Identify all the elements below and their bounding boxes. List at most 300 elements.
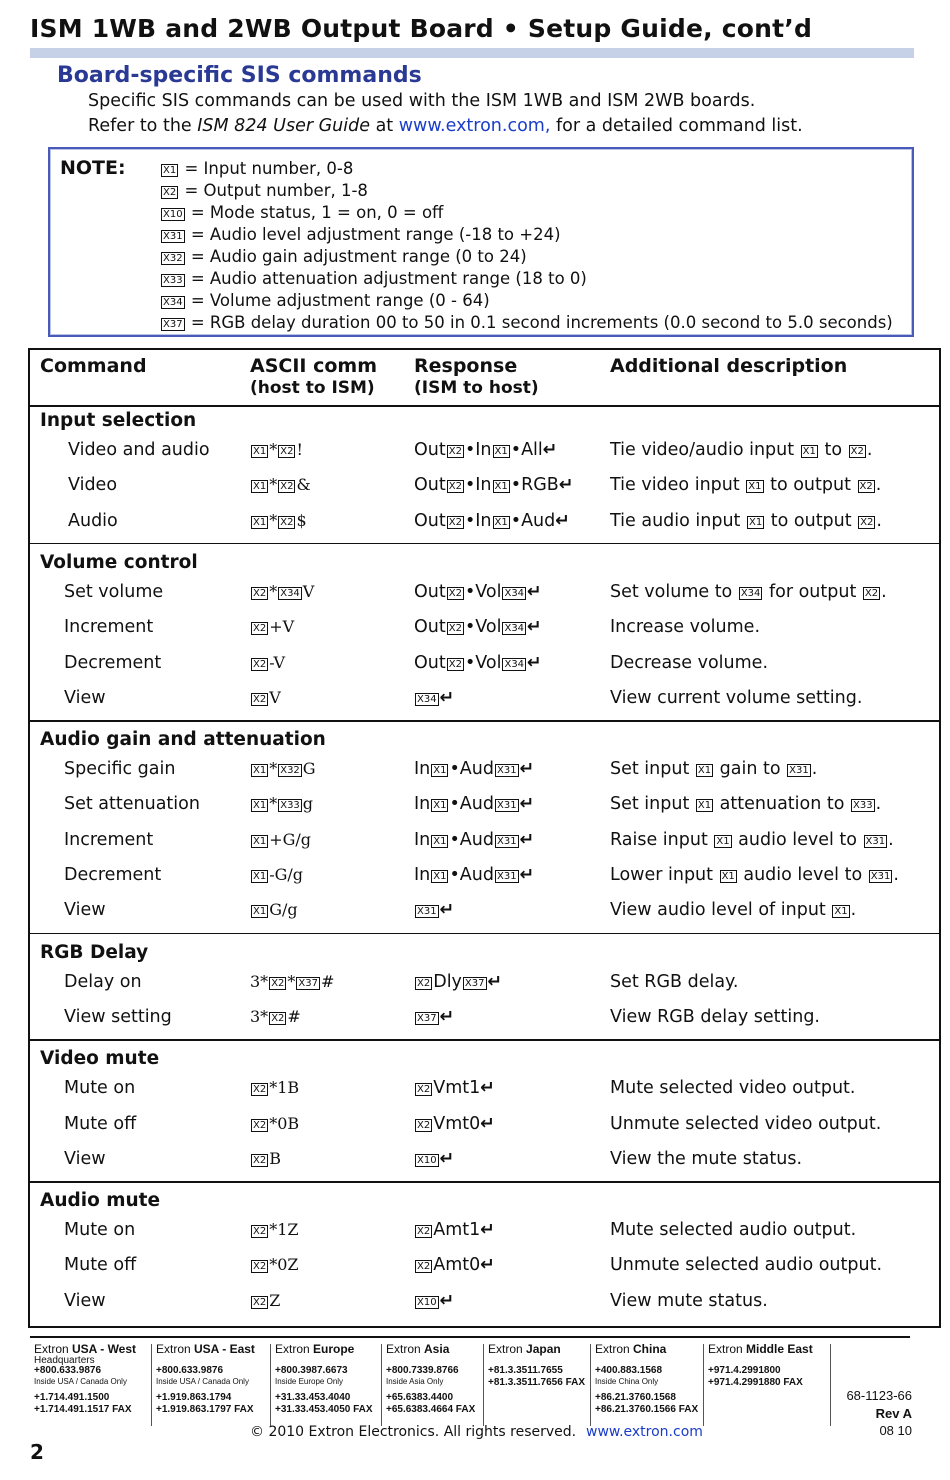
ascii-command-cell [250,1291,280,1311]
footer-separator [381,1344,382,1426]
variable-box: X34 [504,623,525,635]
return-icon: ↵ [527,581,542,602]
literal-text: +G/g [269,829,312,849]
section-heading: Board-specific SIS commands [57,63,422,88]
variable-box: X33 [853,800,873,812]
office-phone: +800.633.9876 [156,1365,224,1376]
literal-text: to [818,440,848,460]
section-divider [30,543,939,545]
literal-text: Out [414,475,446,496]
response-cell [414,900,454,920]
literal-text: V [302,581,315,601]
command-cell: View [64,1148,106,1169]
office-phone: Inside USA / Canada Only [156,1377,249,1386]
office-brand: Extron [156,1342,195,1356]
variable-box: X31 [789,765,809,777]
literal-text: # [320,971,335,991]
literal-text: •In [464,440,492,460]
literal-text: Unmute selected video output. [610,1113,882,1134]
variable-box: X1 [494,516,508,528]
variable-box: X1 [802,446,816,457]
literal-text: * [269,475,278,495]
literal-text: Tie audio input [610,510,746,531]
literal-text: Unmute selected audio output. [610,1255,883,1276]
variable-box: X2 [448,481,462,493]
description-cell [610,1291,768,1311]
response-cell [414,1149,454,1169]
ascii-command-cell [250,653,285,673]
variable-box: X34 [740,587,761,599]
return-icon: ↵ [480,1220,495,1241]
office-phone: +1.919.863.1794 [156,1392,232,1403]
spacer [708,1356,813,1365]
command-cell: View [64,900,106,921]
literal-text: Vmt0 [433,1113,481,1134]
command-cell: Specific gain [64,759,176,780]
ascii-command-cell [250,1220,299,1240]
literal-text: In [414,794,431,815]
ascii-command-cell [250,1114,299,1134]
header-command: Command [40,355,147,377]
office-contact [595,1342,698,1416]
office-phone: +1.714.491.1517 FAX [34,1404,132,1415]
return-icon: ↵ [439,900,455,921]
response-cell [414,440,557,460]
response-cell [414,1220,495,1240]
variable-box: X1 [697,800,712,812]
return-icon: ↵ [519,865,535,885]
intro-line-1: Specific SIS commands can be used with the ISM 1WB and ISM 2WB boards. [88,91,756,111]
variable-box: X1 [697,765,712,777]
command-cell: Audio [68,510,118,531]
literal-text: $ [296,510,307,530]
return-icon: ↵ [439,1148,455,1169]
variable-box: X2 [860,516,874,528]
response-cell [414,582,542,602]
variable-box: X2 [253,1084,267,1096]
note-item [160,247,527,266]
office-brand: Extron [488,1342,527,1356]
literal-text: *1Z [269,1220,299,1240]
literal-text: View RGB delay setting. [610,1006,820,1027]
table-section-title: Video mute [40,1048,160,1070]
literal-text: •Aud [449,794,494,815]
section-divider [30,1181,939,1183]
variable-box: X34 [280,587,300,599]
ascii-command-cell [250,1255,299,1275]
section-divider [30,1039,939,1041]
description-cell [610,617,760,637]
page-title: ISM 1WB and 2WB Output Board • Setup Guide, cont’d [30,14,813,43]
description-cell [610,1255,882,1275]
literal-text: •Vol [464,652,502,673]
variable-box: X2 [271,1012,285,1024]
variable-box: X1 [748,516,763,528]
note-item [160,159,353,178]
literal-text: for output [763,581,862,602]
literal-text: Set input [610,759,695,780]
literal-text: Set volume to [610,581,738,602]
variable-box: X1 [433,835,447,847]
footer-separator [590,1344,591,1426]
header-divider [30,405,939,407]
description-cell [610,511,882,531]
variable-box: X1 [253,800,267,812]
literal-text: Dly [433,971,462,992]
note-item [160,225,561,244]
office-phone: +1.919.863.1797 FAX [156,1404,254,1415]
description-cell [610,1149,802,1169]
literal-text: •Aud [449,865,494,885]
office-phone: +971.4.2991800 [708,1365,781,1376]
copyright: © 2010 Extron Electronics. All rights reserved. [250,1424,577,1440]
footer-separator [270,1344,271,1426]
extron-link[interactable]: www.extron.com, [398,116,551,136]
ascii-command-cell [250,440,303,460]
ascii-command-cell [250,1007,301,1027]
variable-box: X37 [163,319,183,330]
description-cell [610,475,881,495]
office-region: Middle East [746,1342,813,1356]
variable-box: X2 [280,516,294,528]
variable-box: X2 [280,481,294,493]
variable-box: X1 [433,765,447,777]
literal-text: attenuation to [714,794,851,815]
footer [0,1336,950,1480]
variable-box: X2 [448,623,462,635]
response-cell [414,794,534,814]
description-cell [610,582,887,602]
variable-box: X2 [253,1226,267,1238]
note-label: NOTE: [60,157,126,179]
description-cell [610,794,881,814]
literal-text: View the mute status. [610,1148,803,1169]
office-phone: Inside USA / Canada Only [34,1377,127,1386]
table-section-title: RGB Delay [40,941,149,963]
literal-text: # [287,1006,301,1026]
return-icon: ↵ [519,759,535,780]
literal-text: Amt1 [433,1220,481,1241]
literal-text: B [269,1148,281,1168]
literal-text: •All [510,440,543,460]
intro-text: Refer to the [88,116,198,136]
literal-text: * [269,759,278,779]
return-icon: ↵ [480,1078,495,1099]
variable-box: X2 [448,446,462,457]
doc-number: 68-1123-66 [846,1388,912,1403]
office-brand: Extron [275,1342,314,1356]
response-cell [414,1007,454,1027]
office-phone: +800.7339.8766 [386,1365,459,1376]
literal-text: Raise input [610,829,714,850]
office-phone: +971.4.2991880 FAX [708,1377,803,1388]
footer-separator [483,1344,484,1426]
command-cell: View [64,1290,106,1311]
literal-text: G/g [269,900,298,920]
variable-box: X2 [271,977,285,989]
variable-box: X10 [417,1154,437,1166]
variable-box: X10 [417,1296,437,1308]
literal-text: G [302,759,316,779]
variable-box: X2 [448,658,462,670]
return-icon: ↵ [480,1113,495,1134]
variable-box: X2 [417,1119,431,1131]
literal-text: •Vol [464,581,502,602]
literal-text: View audio level of input [610,900,832,921]
office-phone: Inside Europe Only [275,1377,344,1386]
office-subtitle: Headquarters [34,1355,95,1366]
note-item-text: = Output number, 1-8 [179,181,368,200]
doc-revision: Rev A [875,1406,912,1421]
office-contact [275,1342,373,1416]
return-icon: ↵ [439,1290,455,1311]
literal-text: Out [414,652,446,673]
command-cell: Delay on [64,971,142,992]
response-cell [414,617,542,637]
command-cell: View [64,687,106,708]
office-phone: +65.6383.4400 [386,1392,454,1403]
ascii-command-cell [250,1149,281,1169]
office-phone: +81.3.3511.7655 [488,1365,563,1376]
literal-text: Set RGB delay. [610,971,739,992]
literal-text: * [269,510,278,530]
variable-box: X31 [870,871,891,882]
literal-text: . [876,510,882,531]
literal-text: * [269,581,278,601]
literal-text: View mute status. [610,1290,768,1311]
note-item-text: = Volume adjustment range (0 - 64) [185,291,490,310]
variable-box: X34 [163,297,183,308]
literal-text: . [875,794,882,815]
command-cell: View setting [64,1006,172,1027]
header-ascii: ASCII comm [250,355,377,377]
variable-box: X1 [721,871,735,882]
variable-box: X2 [253,1261,267,1273]
variable-box: X2 [253,1154,267,1166]
note-item [160,269,587,288]
title-underline-bar [30,48,914,58]
variable-box: X2 [448,587,462,599]
variable-box: X1 [253,835,267,847]
command-cell: Video and audio [68,440,210,460]
response-cell [414,1291,454,1311]
office-name [488,1342,585,1356]
ascii-command-cell [250,617,294,637]
description-cell [610,865,899,885]
user-guide-title: ISM 824 User Guide [197,116,370,136]
variable-box: X1 [253,516,267,528]
variable-box: X1 [716,835,730,847]
variable-box: X37 [298,977,318,989]
command-cell: Video [68,475,118,496]
sis-command-table [28,348,941,1328]
return-icon: ↵ [527,652,542,673]
note-item-text: = RGB delay duration 00 to 50 in 0.1 second increments (0.0 second to 5.0 seconds) [185,313,893,332]
literal-text: Out [414,581,446,602]
ascii-command-cell [250,900,298,920]
note-item-text: = Input number, 0-8 [179,159,354,178]
literal-text: •Vol [464,617,502,638]
header-description: Additional description [610,355,848,377]
spacer [595,1356,698,1365]
office-phone: +400.883.1568 [595,1365,663,1376]
variable-box: X2 [448,516,462,528]
description-cell [610,1114,881,1134]
office-name [386,1342,475,1356]
literal-text: Tie video/audio input [610,440,800,460]
office-phone: Inside China Only [595,1377,659,1386]
literal-text: 3* [250,971,269,991]
literal-text: . [850,900,857,921]
note-box [48,147,914,337]
literal-text: * [269,440,278,459]
literal-text: * [287,971,296,991]
office-phone: +86.21.3760.1568 [595,1392,676,1403]
ascii-command-cell [250,972,334,992]
variable-box: X32 [280,765,300,777]
office-name [595,1342,698,1356]
literal-text: 3* [250,1006,269,1026]
return-icon: ↵ [542,440,558,460]
literal-text: Amt0 [433,1255,481,1276]
variable-box: X2 [859,481,873,493]
doc-date: 08 10 [879,1423,912,1438]
response-cell [414,759,534,779]
variable-box: X34 [504,658,525,670]
command-cell: Set attenuation [64,794,200,815]
office-contact [708,1342,813,1389]
office-region: Europe [313,1342,355,1356]
response-cell [414,865,534,885]
table-section-title: Volume control [40,551,198,573]
response-cell [414,1255,495,1275]
office-brand: Extron [595,1342,634,1356]
office-contact [156,1342,255,1416]
literal-text: & [296,475,311,495]
literal-text: •Aud [510,510,556,531]
literal-text: View current volume setting. [610,687,863,708]
literal-text: *1B [269,1078,300,1098]
response-cell [414,653,542,673]
command-cell: Mute off [64,1255,137,1276]
spacer [156,1356,255,1365]
literal-text: * [269,794,278,814]
literal-text: Out [414,617,446,638]
note-item-text: = Audio level adjustment range (-18 to +24) [185,225,561,244]
literal-text: Increase volume. [610,617,761,638]
office-contact [488,1342,585,1389]
variable-box: X2 [253,587,267,599]
variable-box: X10 [163,209,183,220]
variable-box: X1 [433,800,447,812]
description-cell [610,900,856,920]
literal-text: V [269,687,281,707]
ascii-command-cell [250,511,307,531]
command-cell: Increment [64,829,154,850]
command-cell: Mute on [64,1078,136,1099]
office-brand: Extron [34,1342,73,1356]
literal-text: audio level to [732,829,863,850]
variable-box: X1 [253,446,267,457]
note-item [160,291,490,310]
ascii-command-cell [250,1078,299,1098]
office-contact [34,1342,136,1416]
section-divider [30,720,939,722]
office-phone: +1.714.491.1500 [34,1392,110,1403]
variable-box: X1 [163,165,177,176]
footer-separator [151,1344,152,1426]
response-cell [414,1078,495,1098]
literal-text: •In [464,475,492,496]
office-name [708,1342,813,1356]
table-section-title: Input selection [40,410,197,431]
variable-box: X33 [163,275,183,286]
spacer [275,1356,373,1365]
command-cell: Mute off [64,1113,137,1134]
note-item-text: = Audio gain adjustment range (0 to 24) [185,247,527,266]
literal-text: Z [269,1290,281,1310]
office-name [156,1342,255,1356]
literal-text: •In [464,510,492,531]
command-cell: Set volume [64,581,164,602]
literal-text: •Aud [449,759,494,780]
office-region: USA - East [194,1342,255,1356]
variable-box: X2 [417,1226,431,1238]
description-cell [610,1007,820,1027]
variable-box: X31 [496,871,517,882]
office-brand: Extron [386,1342,425,1356]
literal-text: Decrease volume. [610,652,769,673]
variable-box: X1 [253,765,267,777]
office-contact [386,1342,475,1416]
office-region: USA - West [72,1342,137,1356]
header-response: Response [414,355,518,377]
variable-box: X1 [494,446,508,457]
variable-box: X34 [504,587,525,599]
description-cell [610,1078,855,1098]
literal-text: •Aud [449,829,494,850]
response-cell [414,972,502,992]
literal-text: +V [269,617,295,637]
ascii-command-cell [250,688,281,708]
command-cell: Increment [64,617,154,638]
variable-box: X31 [496,835,517,847]
note-item-text: = Audio attenuation adjustment range (18 to 0) [185,269,587,288]
header-ascii-sub: (host to ISM) [250,378,375,398]
description-cell [610,688,862,708]
ascii-command-cell [250,759,316,779]
footer-website-link[interactable]: www.extron.com [586,1424,703,1440]
description-cell [610,1220,856,1240]
variable-box: X2 [864,587,879,599]
variable-box: X1 [253,481,267,493]
variable-box: X1 [433,871,447,882]
return-icon: ↵ [519,829,535,850]
office-phone: Inside Asia Only [386,1377,444,1386]
return-icon: ↵ [527,617,542,638]
page-number: 2 [30,1440,44,1464]
description-cell [610,440,872,460]
return-icon: ↵ [487,971,503,992]
literal-text: Mute selected video output. [610,1078,856,1099]
literal-text: Lower input [610,865,719,885]
literal-text: Out [414,510,446,531]
table-section-title: Audio mute [40,1190,161,1212]
command-cell: Decrement [64,865,162,885]
office-brand: Extron [708,1342,747,1356]
response-cell [414,830,534,850]
office-region: Japan [526,1342,561,1356]
